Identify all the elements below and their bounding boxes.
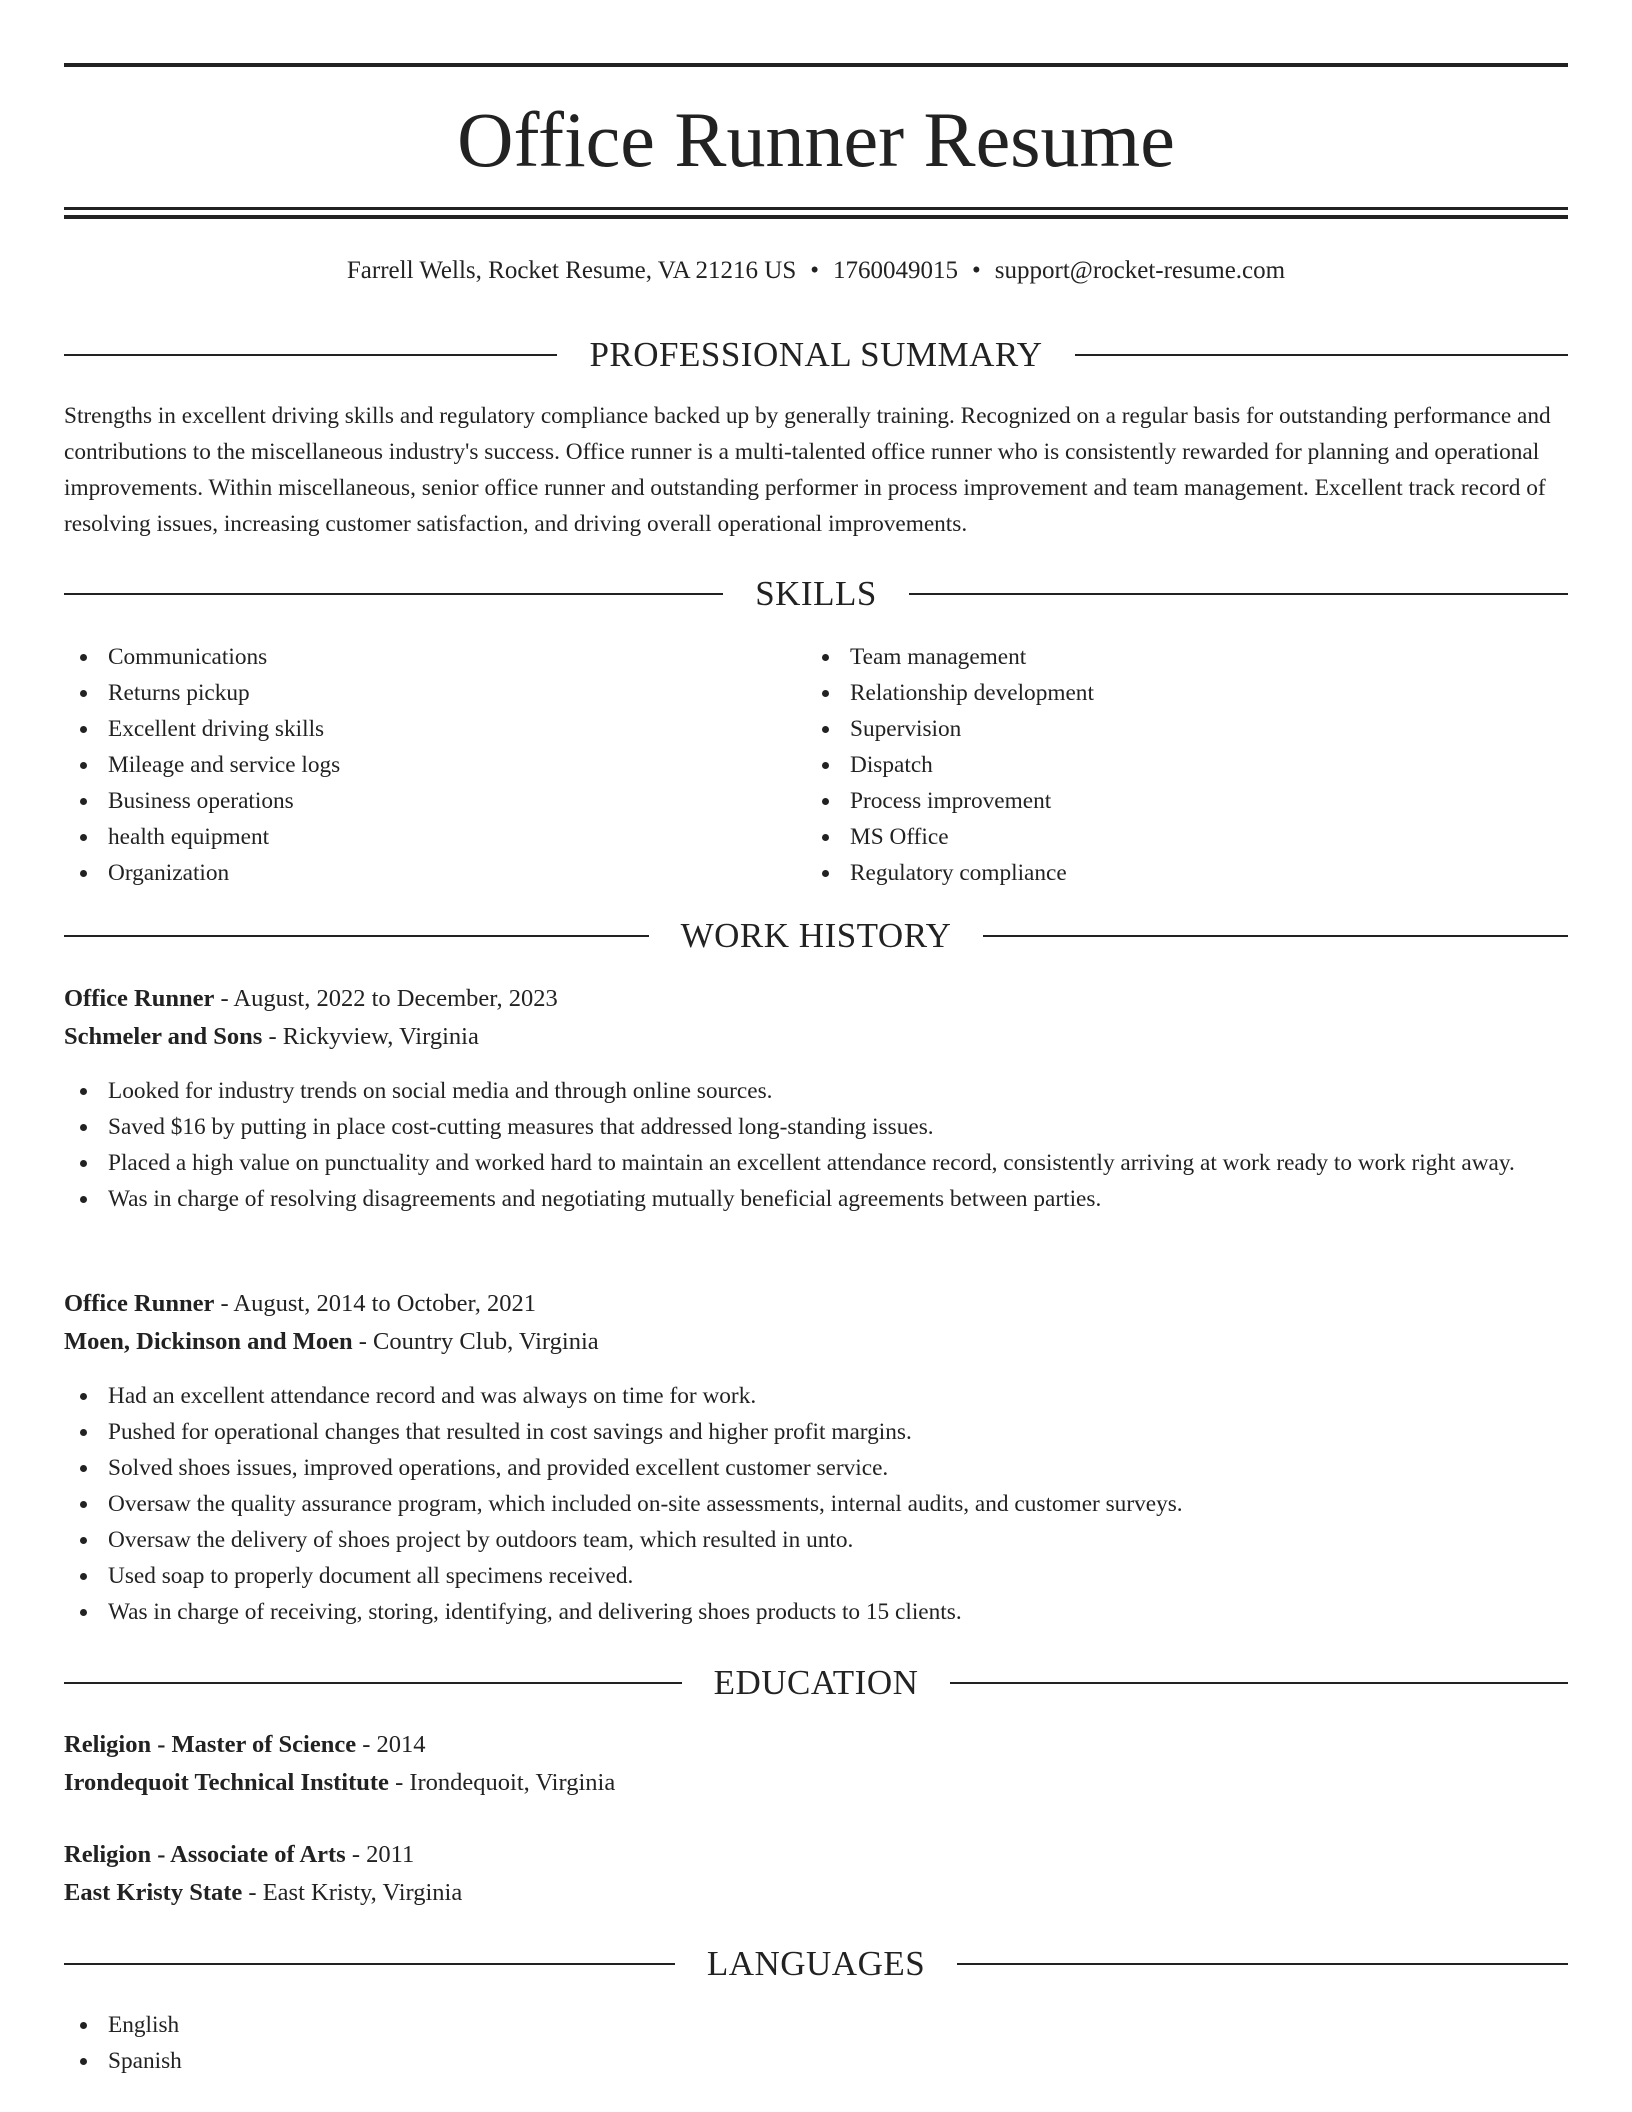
section-title: EDUCATION (713, 1663, 919, 1702)
section-heading-work (64, 914, 1568, 958)
section-title: WORK HISTORY (680, 916, 952, 955)
section-heading-languages (64, 1942, 1568, 1986)
job-duty: Saved $16 by putting in place cost-cutting measures that addressed long-standing issues. (64, 1109, 1568, 1145)
skill-item: Relationship development (806, 675, 1506, 711)
skill-item: Regulatory compliance (806, 855, 1506, 891)
section-heading-summary (64, 333, 1568, 377)
degree-year: - 2011 (345, 1841, 415, 1868)
contact-line (64, 254, 1568, 288)
job-title-line (64, 1285, 1568, 1323)
contact-address: Farrell Wells, Rocket Resume, VA 21216 US (346, 257, 797, 284)
school-line (64, 1764, 1568, 1802)
job-title: Office Runner (64, 1290, 215, 1317)
job-duty: Placed a high value on punctuality and worked hard to maintain an excellent attendance record, consistently arriving at work ready to work right away. (64, 1145, 1568, 1181)
page-title: Office Runner Resume (457, 96, 1175, 183)
skill-item: Returns pickup (64, 675, 764, 711)
job-duty: Was in charge of resolving disagreements and negotiating mutually beneficial agreements between parties. (64, 1181, 1568, 1217)
section-title: PROFESSIONAL SUMMARY (589, 335, 1043, 374)
section-heading-education (64, 1661, 1568, 1705)
heading-rule (983, 935, 1568, 937)
job-duties-list (64, 1378, 1568, 1630)
heading-rule (957, 1963, 1568, 1965)
skill-item: Dispatch (806, 747, 1506, 783)
degree: Religion - Master of Science (64, 1731, 357, 1758)
job-duty: Pushed for operational changes that resulted in cost savings and higher profit margins. (64, 1414, 1568, 1450)
skills-list-right (806, 639, 1506, 891)
job-duty: Solved shoes issues, improved operations, and provided excellent customer service. (64, 1450, 1568, 1486)
job-dates: - August, 2014 to October, 2021 (214, 1290, 536, 1317)
degree-line (64, 1836, 1568, 1874)
skill-item: Business operations (64, 783, 764, 819)
job-duties-list (64, 1073, 1568, 1217)
school: Irondequoit Technical Institute (64, 1769, 389, 1796)
contact-separator: • (972, 257, 981, 284)
job-title: Office Runner (64, 985, 215, 1012)
language-item: English (64, 2007, 182, 2043)
heading-rule (1075, 354, 1568, 356)
heading-rule (64, 593, 723, 595)
job-company-line (64, 1323, 1568, 1361)
skill-item: Organization (64, 855, 764, 891)
skills-list-left (64, 639, 764, 891)
contact-phone: 1760049015 (833, 257, 959, 284)
heading-rule (64, 1682, 682, 1684)
job-location: - Rickyview, Virginia (262, 1023, 479, 1050)
title-rule-lower (64, 215, 1568, 219)
heading-rule (64, 1963, 675, 1965)
job-company: Schmeler and Sons (64, 1023, 263, 1050)
school: East Kristy State (64, 1879, 243, 1906)
job-duty: Had an excellent attendance record and was always on time for work. (64, 1378, 1568, 1414)
school-location: - Irondequoit, Virginia (388, 1769, 616, 1796)
language-item: Spanish (64, 2043, 182, 2079)
job-duty: Looked for industry trends on social media and through online sources. (64, 1073, 1568, 1109)
school-line (64, 1874, 1568, 1912)
skill-item: Communications (64, 639, 764, 675)
skill-item: Mileage and service logs (64, 747, 764, 783)
job-company: Moen, Dickinson and Moen (64, 1328, 353, 1355)
degree-year: - 2014 (356, 1731, 426, 1758)
degree-line (64, 1726, 1568, 1764)
contact-email: support@rocket-resume.com (994, 257, 1286, 284)
heading-rule (64, 354, 557, 356)
job-duty: Was in charge of receiving, storing, identifying, and delivering shoes products to 15 clients. (64, 1594, 1568, 1630)
job-duty: Used soap to properly document all specimens received. (64, 1558, 1568, 1594)
skill-item: MS Office (806, 819, 1506, 855)
job-dates: - August, 2022 to December, 2023 (214, 985, 558, 1012)
title-rule-upper (64, 207, 1568, 210)
skill-item: Excellent driving skills (64, 711, 764, 747)
degree: Religion - Associate of Arts (64, 1841, 346, 1868)
contact-separator: • (810, 257, 820, 284)
skill-item: Process improvement (806, 783, 1506, 819)
skill-item: Supervision (806, 711, 1506, 747)
section-title: SKILLS (755, 574, 877, 613)
job-location: - Country Club, Virginia (352, 1328, 599, 1355)
heading-rule (64, 935, 649, 937)
school-location: - East Kristy, Virginia (242, 1879, 463, 1906)
languages-list (64, 2007, 182, 2079)
top-rule (64, 63, 1568, 67)
skill-item: Team management (806, 639, 1506, 675)
section-title: LANGUAGES (706, 1944, 926, 1983)
skill-item: health equipment (64, 819, 764, 855)
summary-text: Strengths in excellent driving skills and regulatory compliance backed up by generally training. Recognized on a regular basis for outstanding performance and contributions to the miscellaneous industry's success. Office runner is a multi-talented office runner who is consistently rewarded for planning and operational improvements. Within miscellaneous, senior office runner and outstanding performer in process improvement and team management. Excellent track record of resolving issues, increasing customer satisfaction, and driving overall operational improvements. (64, 403, 1551, 537)
heading-rule (909, 593, 1568, 595)
job-duty: Oversaw the quality assurance program, which included on-site assessments, internal audits, and customer surveys. (64, 1486, 1568, 1522)
job-title-line (64, 980, 1568, 1018)
section-heading-skills (64, 572, 1568, 616)
job-company-line (64, 1018, 1568, 1056)
job-duty: Oversaw the delivery of shoes project by outdoors team, which resulted in unto. (64, 1522, 1568, 1558)
heading-rule (950, 1682, 1568, 1684)
